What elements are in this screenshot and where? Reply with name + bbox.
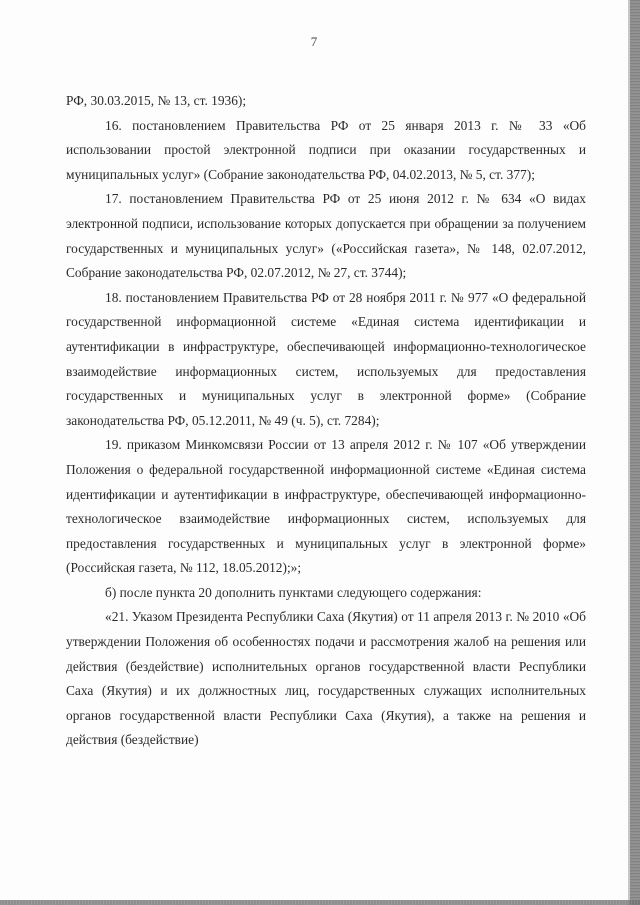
scan-edge-bottom (0, 900, 640, 905)
paragraph-item-18: 18. постановлением Правительства РФ от 28 ноября 2011 г. № 977 «О федеральной государственной информационной системе «Единая система идентификации и аутентификации в инфраструктуре, обеспечивающей информационно-технологическое взаимодействие информационных систем, используемых для предоставления государственных и муниципальных услуг в электронной форме» (Собрание законодательства РФ, 05.12.2011, № 49 (ч. 5), ст. 7284); (66, 289, 586, 428)
paragraph-item-21: «21. Указом Президента Республики Саха (Якутия) от 11 апреля 2013 г. № 2010 «Об утверждении Положения об особенностях подачи и рассмотрения жалоб на решения или действия (бездействие) исполнительных органов государственной власти Республики Саха (Якутия) и их должностных лиц, государственных служащих исполнительных органов государственной власти Республики Саха (Якутия), а также на решения и действия (бездействие) (66, 609, 586, 748)
paragraph-item-b: б) после пункта 20 дополнить пунктами следующего содержания: (105, 584, 482, 600)
scan-edge-right (630, 0, 640, 905)
paragraph-item-19: 19. приказом Минкомсвязи России от 13 апреля 2012 г. № 107 «Об утверждении Положения о федеральной государственной информационной системе «Единая система идентификации и аутентификации в инфраструктуре, обеспечивающей информационно-технологическое взаимодействие информационных систем, используемых для предоставления государственных и муниципальных услуг в электронной форме» (Российская газета, № 112, 18.05.2012);»; (66, 437, 586, 576)
document-body (66, 89, 586, 753)
paragraph-continuation: РФ, 30.03.2015, № 13, ст. 1936); (66, 93, 247, 108)
page-number: 7 (310, 34, 318, 49)
paragraph-item-16: 16. постановлением Правительства РФ от 25 января 2013 г. № 33 «Об использовании простой электронной подписи при оказании государственных и муниципальных услуг» (Собрание законодательства РФ, 04.02.2013, № 5, ст. 377); (66, 117, 586, 182)
paragraph-item-17: 17. постановлением Правительства РФ от 25 июня 2012 г. № 634 «О видах электронной подписи, использование которых допускается при обращении за получением государственных и муниципальных услуг» («Российская газета», № 148, 02.07.2012, Собрание законодательства РФ, 02.07.2012, № 27, ст. 3744); (66, 191, 586, 281)
